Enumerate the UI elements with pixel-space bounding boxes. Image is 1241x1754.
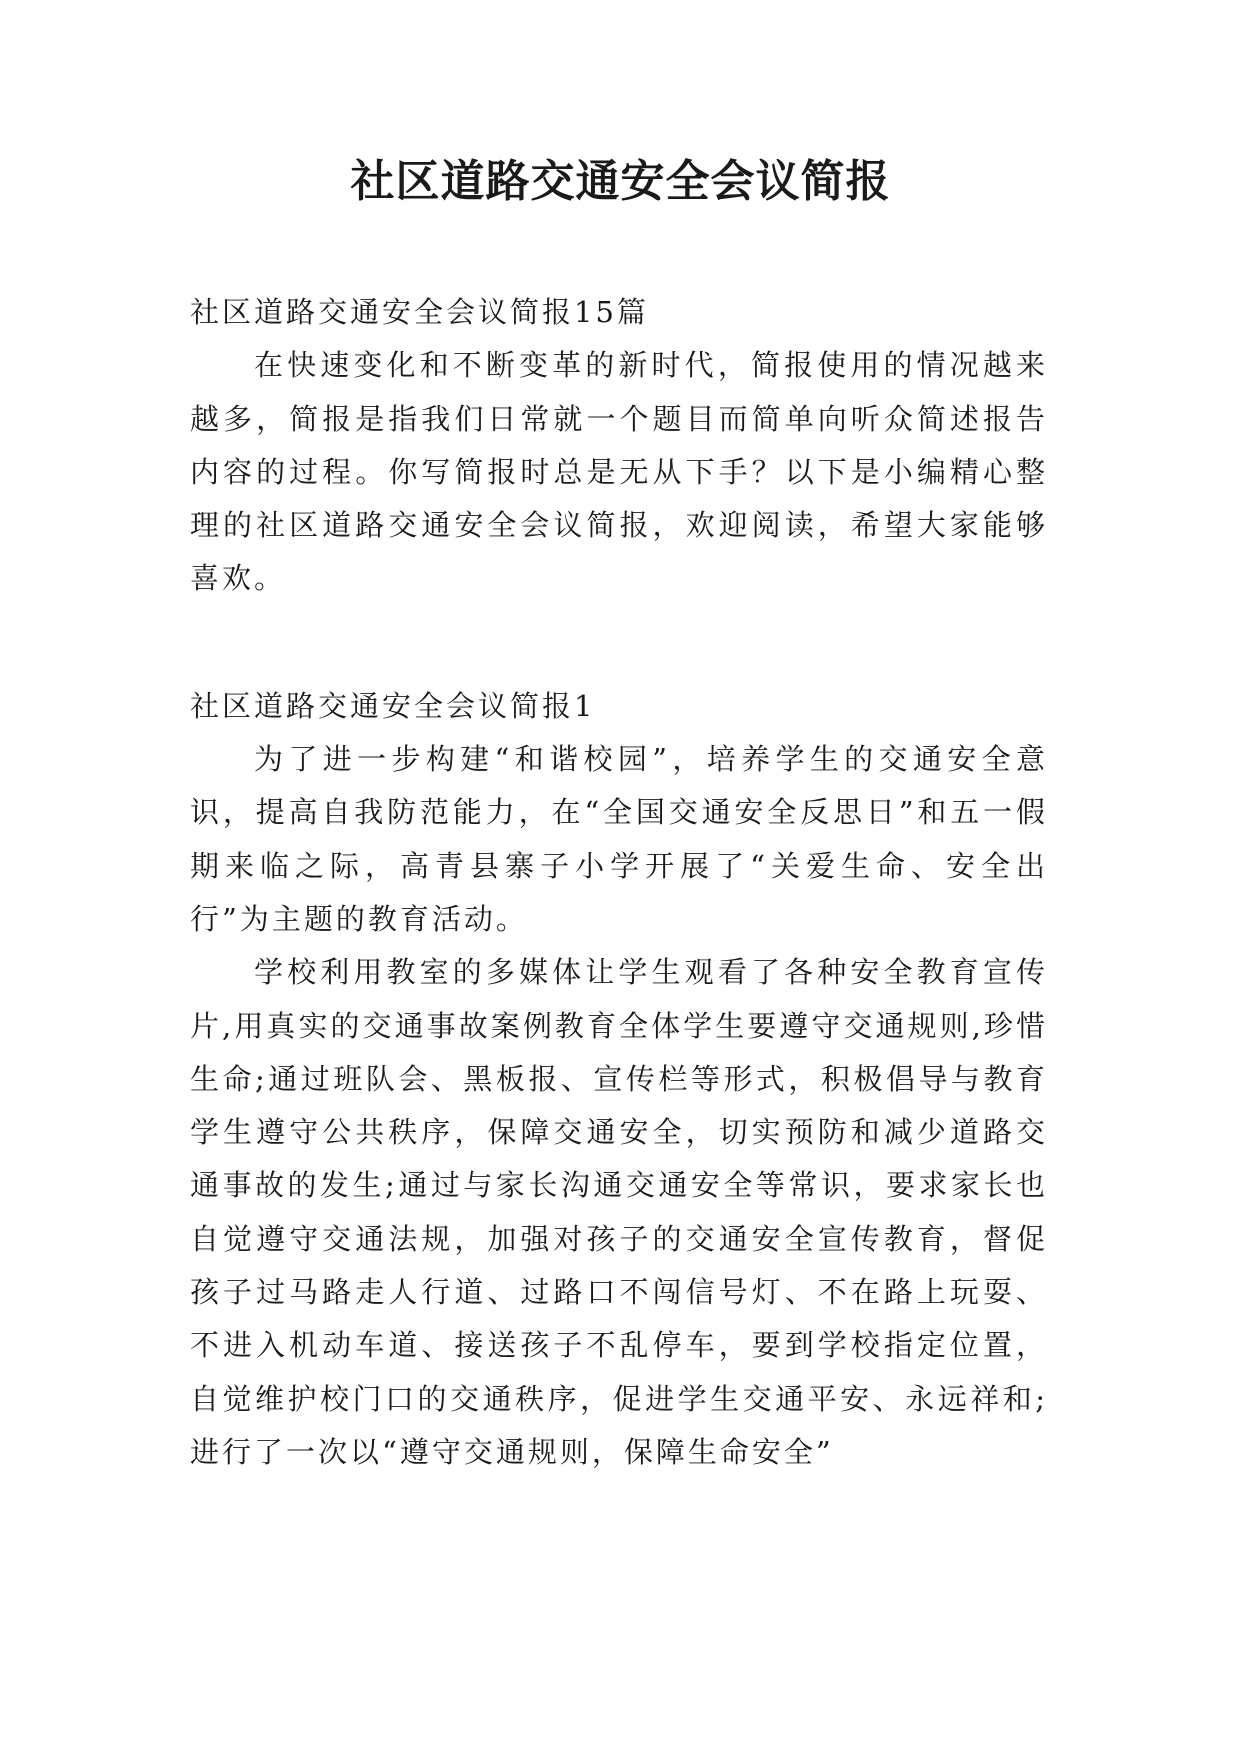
body-paragraph: 为了进一步构建“和谐校园”，培养学生的交通安全意识，提高自我防范能力，在“全国交通安全反思日”和五一假期来临之际，高青县寨子小学开展了“关爱生命、安全出行”为主题的教育活动。: [190, 742, 1048, 936]
section-heading: 社区道路交通安全会议简报1: [190, 688, 596, 723]
intro-paragraph: 在快速变化和不断变革的新时代，简报使用的情况越来越多，简报是指我们日常就一个题目而简单向听众简述报告内容的过程。你写简报时总是无从下手？以下是小编精心整理的社区道路交通安全会议简报，欢迎阅读，希望大家能够喜欢。: [190, 348, 1048, 596]
body-paragraph: 学校利用教室的多媒体让学生观看了各种安全教育宣传片,用真实的交通事故案例教育全体学生要遵守交通规则,珍惜生命;通过班队会、黑板报、宣传栏等形式，积极倡导与教育学生遵守公共秩序，保障交通安全，切实预防和减少道路交通事故的发生;通过与家长沟通交通安全等常识，要求家长也自觉遵守交通法规，加强对孩子的交通安全宣传教育，督促孩子过马路走人行道、过路口不闯信号灯、不在路上玩耍、不进入机动车道、接送孩子不乱停车，要到学校指定位置，自觉维护校门口的交通秩序，促进学生交通平安、永远祥和;进行了一次以“遵守交通规则，保障生命安全”: [190, 955, 1048, 1469]
document-subtitle: 社区道路交通安全会议简报15篇: [190, 295, 649, 329]
document-body: [190, 286, 1048, 1479]
document-title: 社区道路交通安全会议简报: [350, 156, 891, 207]
